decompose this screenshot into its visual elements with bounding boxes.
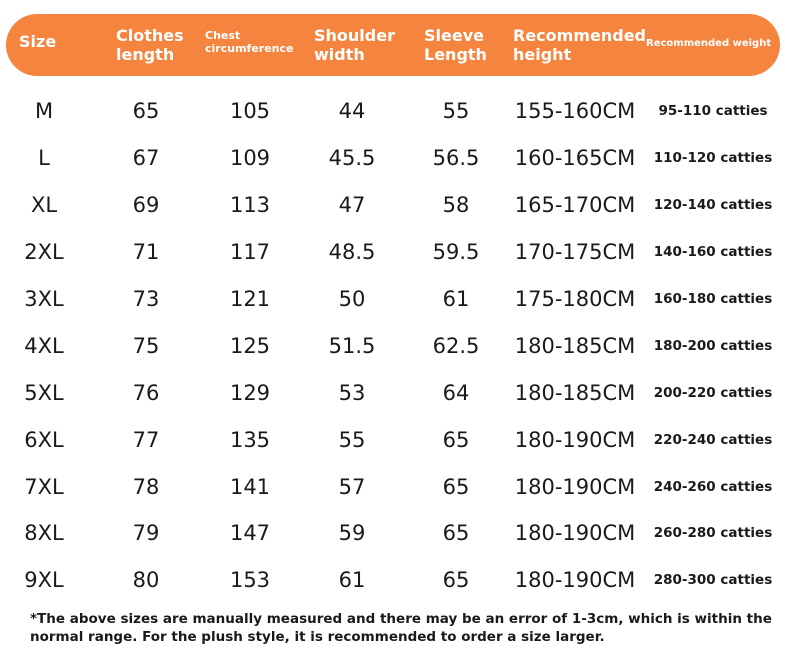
cell-weight: 110-120 catties <box>653 150 773 167</box>
cell-chest: 129 <box>229 380 271 405</box>
cell-height: 180-190CM <box>514 427 636 452</box>
cell-size: 9XL <box>24 568 64 593</box>
cell-shoulder: 45.5 <box>328 146 376 171</box>
cell-weight: 120-140 catties <box>653 197 773 214</box>
cell-sleeve: 65 <box>442 521 470 546</box>
cell-weight: 140-160 catties <box>653 244 773 261</box>
header-shoulder-line2: width <box>314 44 365 64</box>
cell-chest: 153 <box>229 568 271 593</box>
header-weight <box>646 38 771 50</box>
cell-length: 67 <box>132 146 160 171</box>
header-clothes-length <box>116 27 184 65</box>
size-row <box>0 229 785 276</box>
cell-length: 78 <box>132 474 160 499</box>
cell-shoulder: 47 <box>338 193 366 218</box>
cell-size: L <box>38 146 50 171</box>
cell-height: 180-190CM <box>514 521 636 546</box>
cell-chest: 109 <box>229 146 271 171</box>
cell-shoulder: 50 <box>338 287 366 311</box>
cell-height: 175-180CM <box>514 287 636 311</box>
header-height <box>513 27 646 65</box>
cell-weight: 180-200 catties <box>653 337 773 354</box>
cell-length: 79 <box>132 521 160 546</box>
cell-size: XL <box>30 193 58 218</box>
size-row <box>0 510 785 557</box>
cell-length: 69 <box>132 193 160 218</box>
size-row <box>0 463 785 510</box>
header-clothes-length-line1: Clothes <box>116 26 184 45</box>
cell-chest: 105 <box>229 99 271 124</box>
cell-size: 2XL <box>24 240 64 265</box>
cell-size: 4XL <box>24 333 64 358</box>
cell-shoulder: 51.5 <box>328 333 376 358</box>
cell-sleeve: 56.5 <box>432 146 480 171</box>
cell-length: 65 <box>132 99 160 124</box>
cell-weight: 260-280 catties <box>653 525 773 542</box>
cell-sleeve: 55 <box>442 99 470 124</box>
cell-shoulder: 59 <box>338 521 366 546</box>
header-sleeve-line1: Sleeve <box>424 26 484 45</box>
cell-size: 7XL <box>24 474 64 499</box>
cell-height: 165-170CM <box>514 193 636 218</box>
cell-weight: 160-180 catties <box>653 291 773 307</box>
cell-shoulder: 53 <box>338 380 366 405</box>
header-height-line2: height <box>513 44 572 64</box>
header-height-line1: Recommended <box>513 26 646 45</box>
cell-size: M <box>34 99 54 124</box>
size-row <box>0 88 785 135</box>
cell-shoulder: 48.5 <box>328 240 376 265</box>
header-weight-label: Recommended weight <box>646 38 772 49</box>
cell-size: 3XL <box>24 287 64 311</box>
cell-weight: 240-260 catties <box>653 478 773 495</box>
cell-chest: 121 <box>229 287 271 311</box>
cell-shoulder: 44 <box>338 99 366 124</box>
cell-chest: 117 <box>229 240 271 265</box>
cell-length: 80 <box>132 568 160 593</box>
size-chart-header <box>6 14 780 76</box>
header-size <box>19 33 56 52</box>
header-clothes-length-line2: length <box>116 44 175 64</box>
header-chest-line1: Chest <box>205 29 241 42</box>
cell-sleeve: 59.5 <box>432 240 480 265</box>
cell-length: 75 <box>132 333 160 358</box>
cell-chest: 147 <box>229 521 271 546</box>
cell-weight: 220-240 catties <box>653 431 773 448</box>
cell-shoulder: 57 <box>338 474 366 499</box>
size-row <box>0 416 785 463</box>
cell-sleeve: 64 <box>442 380 470 405</box>
cell-sleeve: 65 <box>442 474 470 499</box>
cell-sleeve: 61 <box>442 287 470 311</box>
cell-weight: 280-300 catties <box>653 572 773 589</box>
cell-length: 76 <box>132 380 160 405</box>
cell-length: 71 <box>132 240 160 265</box>
cell-shoulder: 61 <box>338 568 366 593</box>
cell-weight: 200-220 catties <box>653 384 773 401</box>
cell-shoulder: 55 <box>338 427 366 452</box>
size-table-body <box>0 88 785 604</box>
header-sleeve-line2: Length <box>424 44 487 64</box>
cell-size: 5XL <box>24 380 64 405</box>
cell-chest: 135 <box>229 427 271 452</box>
size-row <box>0 135 785 182</box>
header-shoulder-line1: Shoulder <box>314 26 395 45</box>
header-shoulder <box>314 27 395 65</box>
cell-chest: 141 <box>229 474 271 499</box>
cell-chest: 125 <box>229 333 271 358</box>
header-sleeve <box>424 27 487 65</box>
cell-height: 170-175CM <box>514 240 636 265</box>
footnote: *The above sizes are manually measured and there may be an error of 1-3cm, which is within the normal range. For the plush style, it is recommended to order a size larger. <box>30 611 772 645</box>
header-chest <box>205 30 293 56</box>
size-row <box>0 182 785 229</box>
cell-size: 8XL <box>24 521 64 546</box>
size-row <box>0 557 785 604</box>
cell-height: 155-160CM <box>514 99 636 124</box>
cell-length: 73 <box>132 287 160 311</box>
cell-chest: 113 <box>229 193 271 218</box>
cell-height: 180-190CM <box>514 474 636 499</box>
size-row <box>0 276 785 323</box>
cell-height: 160-165CM <box>514 146 636 171</box>
cell-length: 77 <box>132 427 160 452</box>
cell-height: 180-185CM <box>514 380 636 405</box>
cell-sleeve: 65 <box>442 568 470 593</box>
cell-height: 180-190CM <box>514 568 636 593</box>
header-chest-line2: circumference <box>205 41 294 55</box>
cell-sleeve: 65 <box>442 427 470 452</box>
size-row <box>0 322 785 369</box>
cell-weight: 95-110 catties <box>658 103 768 120</box>
header-size-label: Size <box>19 32 57 51</box>
cell-size: 6XL <box>24 427 64 452</box>
cell-height: 180-185CM <box>514 333 636 358</box>
cell-sleeve: 62.5 <box>432 333 480 358</box>
cell-sleeve: 58 <box>442 193 470 218</box>
size-row <box>0 369 785 416</box>
